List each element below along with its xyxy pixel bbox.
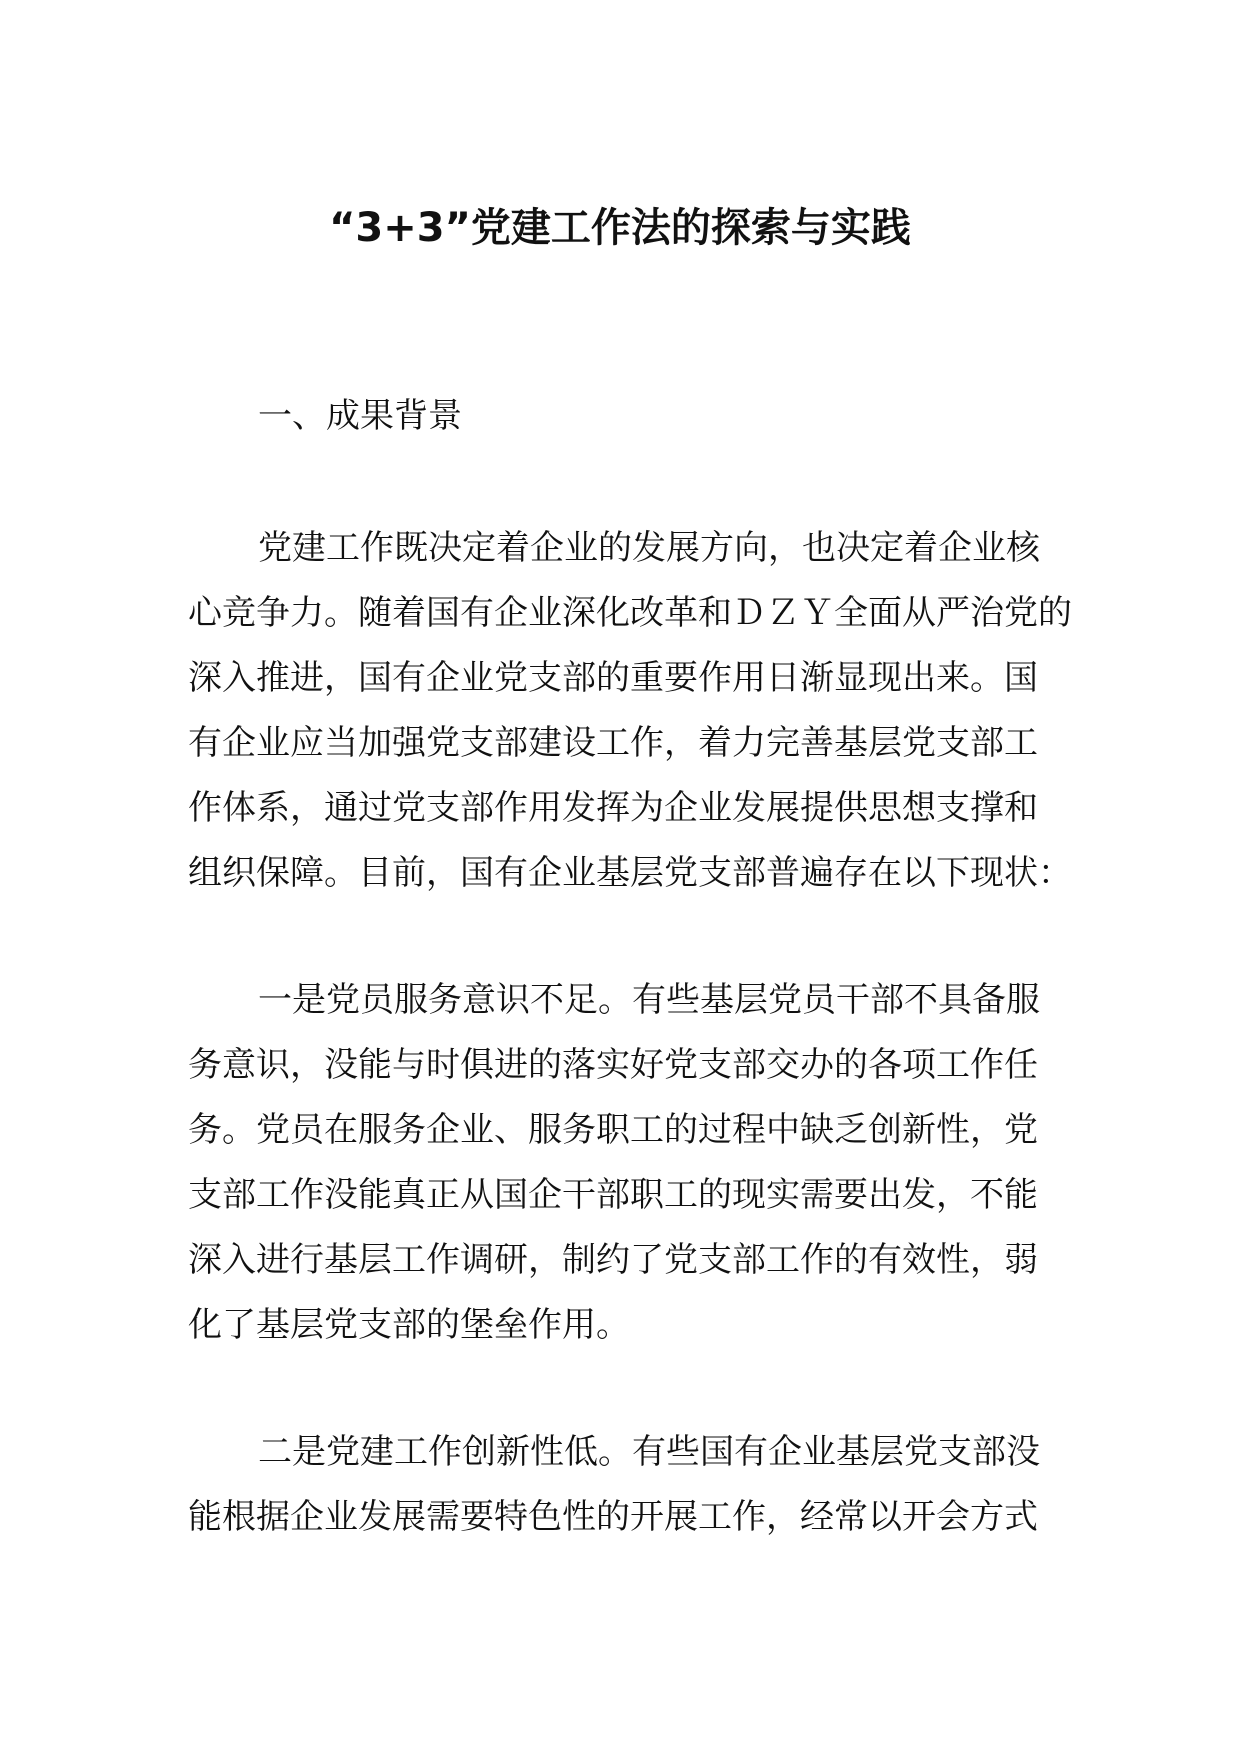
document-title: “3+3”党建工作法的探索与实践 (329, 205, 911, 251)
paragraph-line: 党建工作既决定着企业的发展方向，也决定着企业核 (258, 528, 1040, 568)
paragraph-line: 作体系，通过党支部作用发挥为企业发展提供思想支撑和 (188, 788, 1038, 828)
paragraph-line: 能根据企业发展需要特色性的开展工作，经常以开会方式 (188, 1497, 1038, 1537)
paragraph-line: 组织保障。目前，国有企业基层党支部普遍存在以下现状： (188, 853, 1072, 893)
paragraph-line: 支部工作没能真正从国企干部职工的现实需要出发，不能 (188, 1175, 1038, 1215)
paragraph-point-two (188, 1420, 1058, 1550)
paragraph-line: 深入推进，国有企业党支部的重要作用日渐显现出来。国 (188, 658, 1038, 698)
paragraph-background (188, 516, 1072, 906)
paragraph-line: 务。党员在服务企业、服务职工的过程中缺乏创新性，党 (188, 1110, 1038, 1150)
paragraph-line: 深入进行基层工作调研，制约了党支部工作的有效性，弱 (188, 1240, 1038, 1280)
paragraph-line: 务意识，没能与时俱进的落实好党支部交办的各项工作任 (188, 1045, 1038, 1085)
section-heading: 一、成果背景 (258, 396, 462, 436)
paragraph-line: 化了基层党支部的堡垒作用。 (188, 1305, 630, 1345)
paragraph-line: 一是党员服务意识不足。有些基层党员干部不具备服 (258, 980, 1040, 1020)
paragraph-point-one (188, 968, 1058, 1358)
paragraph-line: 心竞争力。随着国有企业深化改革和ＤＺＹ全面从严治党的 (188, 593, 1072, 633)
paragraph-line: 有企业应当加强党支部建设工作，着力完善基层党支部工 (188, 723, 1038, 763)
paragraph-line: 二是党建工作创新性低。有些国有企业基层党支部没 (258, 1432, 1040, 1472)
